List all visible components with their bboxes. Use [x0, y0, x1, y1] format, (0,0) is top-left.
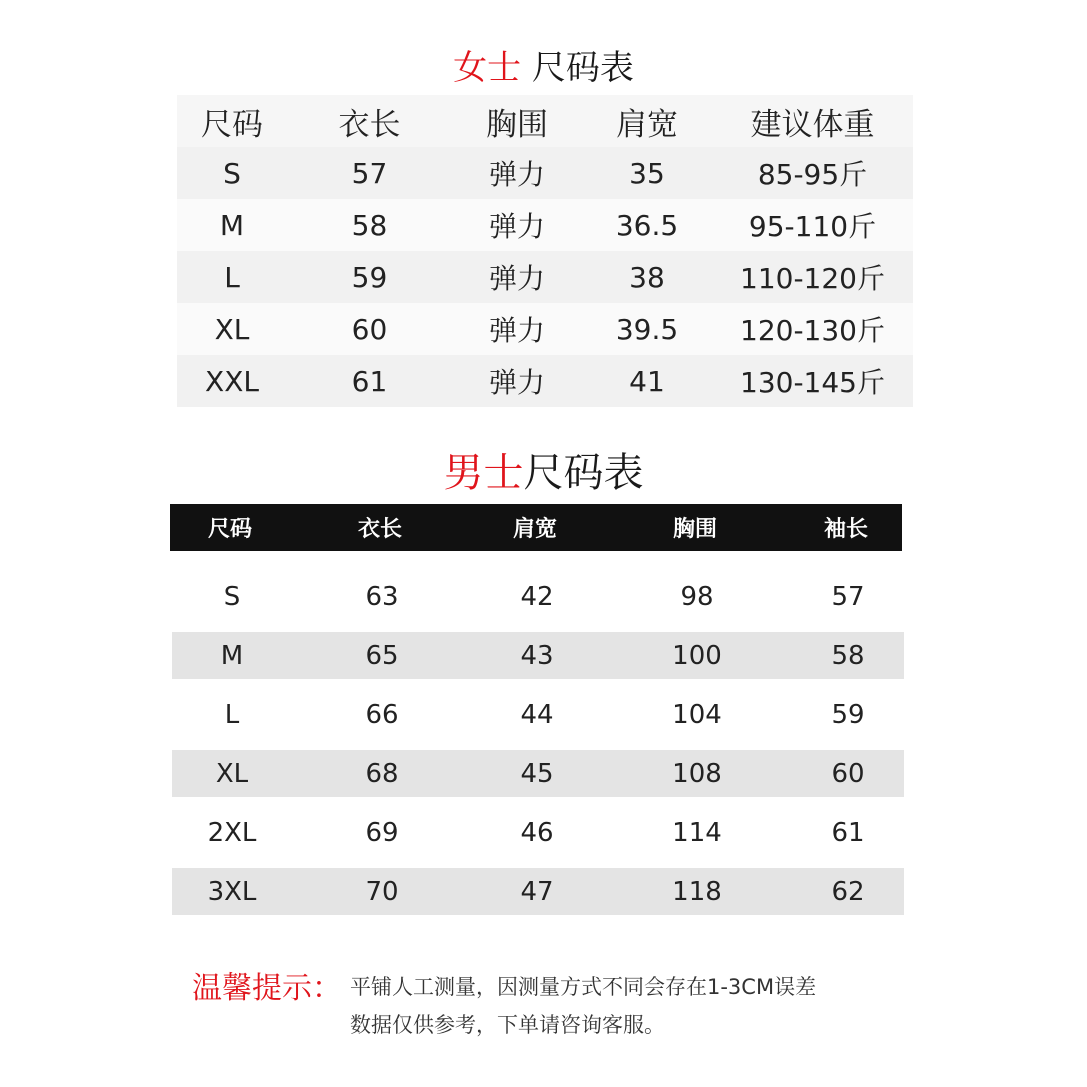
- table-cell: 47: [520, 876, 554, 907]
- table-cell: 95-110斤: [748, 210, 877, 243]
- table-cell: XXL: [205, 364, 259, 398]
- table-cell: XL: [215, 758, 249, 789]
- table-cell: 38: [629, 260, 665, 294]
- table-cell: 85-95斤: [757, 158, 868, 191]
- women-table-header: [177, 95, 913, 147]
- table-cell: 66: [365, 699, 399, 730]
- table-cell: 弹力: [488, 314, 545, 347]
- table-cell: 41: [629, 364, 665, 398]
- women-title-rest: 尺码表: [521, 48, 634, 88]
- table-row: [177, 355, 913, 407]
- table-cell: 59: [831, 699, 865, 730]
- table-cell: 46: [520, 817, 554, 848]
- table-cell: 60: [351, 312, 388, 346]
- table-cell: 61: [831, 817, 865, 848]
- header-cell: 胸围: [486, 106, 548, 143]
- table-cell: 69: [365, 817, 399, 848]
- table-cell: S: [223, 581, 241, 612]
- women-size-table: [177, 95, 913, 407]
- header-cell: 肩宽: [616, 106, 678, 143]
- table-cell: 118: [672, 876, 722, 907]
- table-cell: 98: [680, 581, 714, 612]
- table-cell: 42: [520, 581, 554, 612]
- table-cell: 63: [365, 581, 399, 612]
- table-cell: 弹力: [488, 158, 545, 191]
- table-cell: 弹力: [488, 366, 545, 399]
- table-cell: 36.5: [615, 208, 679, 242]
- men-title-highlight: 男士: [443, 450, 524, 496]
- table-cell: 57: [831, 581, 865, 612]
- men-size-table: [172, 573, 904, 927]
- table-cell: 58: [831, 640, 865, 671]
- table-cell: 65: [365, 640, 399, 671]
- header-cell: 肩宽: [512, 517, 557, 542]
- table-cell: 44: [520, 699, 554, 730]
- men-size-chart-title: [0, 441, 1087, 498]
- table-cell: 114: [672, 817, 722, 848]
- table-cell: 39.5: [615, 312, 679, 346]
- header-cell: 袖长: [823, 517, 868, 542]
- table-row: [172, 632, 904, 679]
- header-cell: 尺码: [201, 106, 263, 143]
- table-cell: S: [223, 156, 241, 190]
- table-cell: 100: [672, 640, 722, 671]
- table-cell: 弹力: [488, 210, 545, 243]
- men-title-rest: 尺码表: [523, 450, 644, 496]
- men-table-header: [170, 504, 902, 551]
- table-cell: 43: [520, 640, 554, 671]
- table-cell: 70: [365, 876, 399, 907]
- table-cell: 120-130斤: [740, 314, 885, 347]
- table-row: [177, 147, 913, 199]
- table-cell: 35: [629, 156, 665, 190]
- table-cell: 45: [520, 758, 554, 789]
- tip-label: 温馨提示：: [192, 971, 342, 1006]
- table-cell: XL: [214, 312, 250, 346]
- table-row: [172, 573, 904, 620]
- table-cell: 57: [351, 156, 388, 190]
- table-row: [177, 199, 913, 251]
- table-row: [172, 750, 904, 797]
- table-row: [177, 303, 913, 355]
- table-cell: 62: [831, 876, 865, 907]
- table-row: [177, 251, 913, 303]
- tip-text-line-2: 数据仅供参考，下单请咨询客服。: [350, 1013, 665, 1037]
- table-cell: 104: [672, 699, 722, 730]
- table-cell: M: [220, 640, 244, 671]
- table-row: [172, 809, 904, 856]
- table-cell: 3XL: [207, 876, 257, 907]
- header-cell: 建议体重: [750, 106, 875, 143]
- table-cell: 130-145斤: [740, 366, 885, 399]
- table-cell: 58: [351, 208, 388, 242]
- tip-text-line-1: 平铺人工测量，因测量方式不同会存在1-3CM误差: [350, 975, 817, 999]
- header-cell: 尺码: [207, 517, 252, 542]
- table-cell: 68: [365, 758, 399, 789]
- header-cell: 胸围: [672, 517, 717, 542]
- table-cell: 弹力: [488, 262, 545, 295]
- table-cell: 60: [831, 758, 865, 789]
- table-cell: 61: [351, 364, 388, 398]
- table-cell: 108: [672, 758, 722, 789]
- header-cell: 衣长: [357, 517, 402, 542]
- table-cell: M: [219, 208, 245, 242]
- women-size-chart-title: [0, 40, 1087, 89]
- table-cell: L: [224, 260, 240, 294]
- table-cell: 110-120斤: [740, 262, 885, 295]
- table-cell: 59: [351, 260, 388, 294]
- table-row: [172, 691, 904, 738]
- table-row: [172, 868, 904, 915]
- table-cell: 2XL: [207, 817, 257, 848]
- header-cell: 衣长: [338, 106, 401, 143]
- women-title-highlight: 女士: [453, 48, 522, 88]
- table-cell: L: [224, 699, 240, 730]
